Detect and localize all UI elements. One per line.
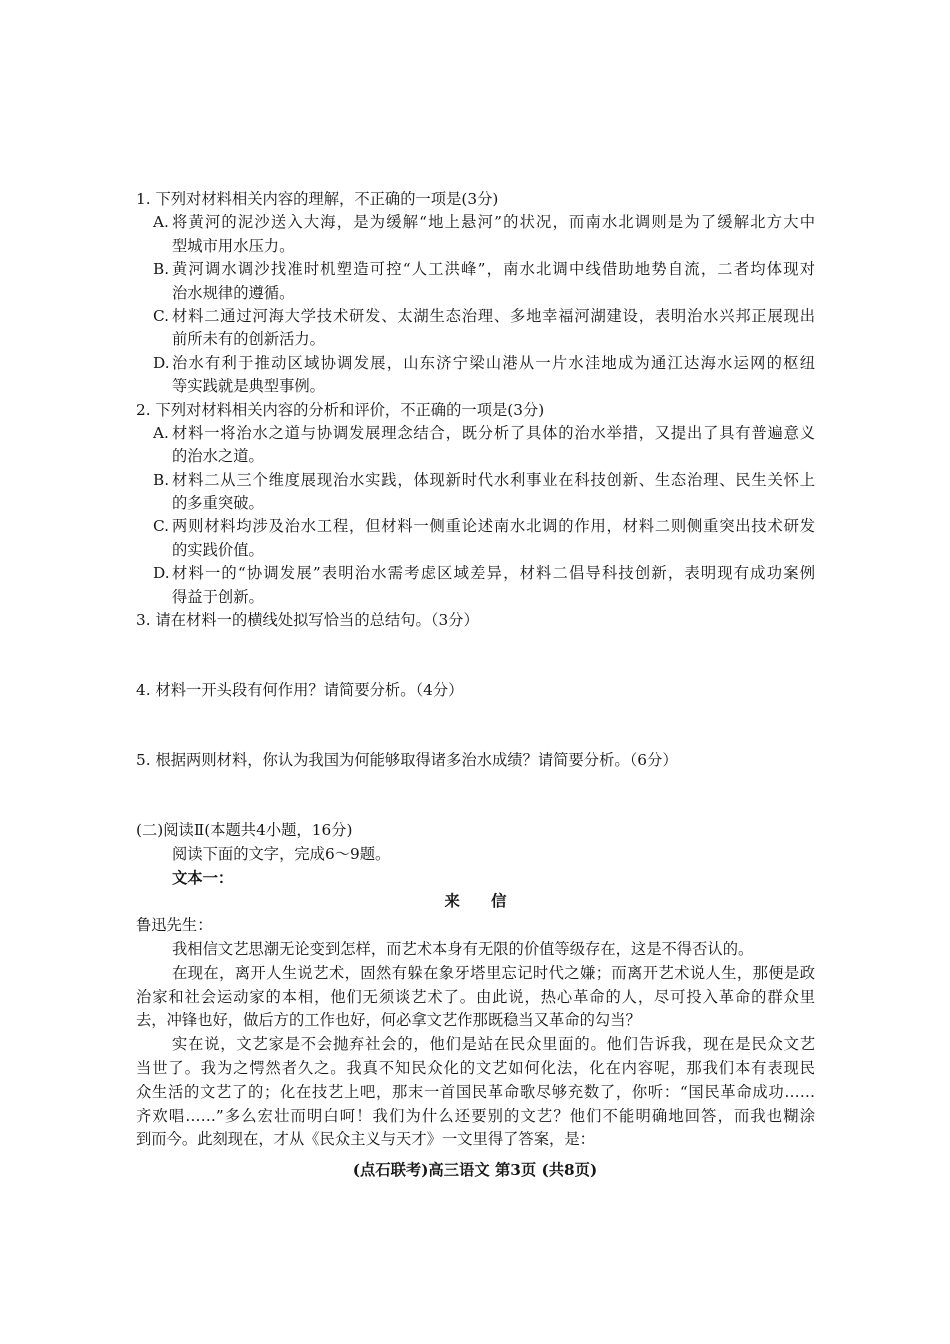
question-1-option-a — [136, 211, 815, 234]
paragraph-line: 到而今。此刻现在，才从《民众主义与天才》一文里得了答案，是： — [136, 1130, 595, 1149]
paragraph-line: 去，冲锋也好，做后方的工作也好，何必拿文艺作那既稳当又革命的勾当？ — [136, 1011, 641, 1030]
option-continuation: 型城市用水压力。 — [172, 236, 295, 255]
question-1-option-d — [136, 352, 815, 375]
paragraph-line: 当世了。我为之愕然者久之。我真不知民众化的文艺如何化法，化在内容呢，那我们本有表现民 — [136, 1058, 815, 1077]
option-label: A. — [153, 213, 169, 232]
section-instruction: 阅读下面的文字，完成6～9题。 — [172, 844, 391, 863]
question-3-stem: 3. 请在材料一的横线处拟写恰当的总结句。（3分） — [136, 611, 479, 630]
option-label: D. — [153, 564, 170, 583]
paragraph-line: 治家和社会运动家的本相，他们无须谈艺术了。由此说，热心革命的人，尽可投入革命的群众里 — [136, 987, 815, 1006]
option-text: 材料一的“协调发展”表明治水需考虑区域差异，材料二倡导科技创新，表明现有成功案例 — [172, 564, 815, 583]
question-4-stem: 4. 材料一开头段有何作用？请简要分析。（4分） — [136, 681, 464, 700]
option-continuation: 前所未有的创新活力。 — [172, 330, 325, 349]
option-text: 两则材料均涉及治水工程，但材料一侧重论述南水北调的作用，材料二则侧重突出技术研发 — [172, 517, 815, 536]
page-footer: (点石联考)高三语文 第3页 (共8页) — [352, 1161, 598, 1179]
salutation: 鲁迅先生： — [136, 916, 213, 935]
question-1-option-b — [136, 258, 815, 281]
option-continuation: 的多重突破。 — [172, 494, 264, 513]
paragraph-line: 众生活的文艺了的；化在技艺上吧，那末一首国民革命歌尽够充数了，你听：“国民革命成功…… — [136, 1082, 815, 1101]
option-text: 材料二从三个维度展现治水实践，体现新时代水利事业在科技创新、生态治理、民生关怀上 — [172, 470, 815, 489]
option-text: 材料一将治水之道与协调发展理念结合，既分析了具体的治水举措，又提出了具有普遍意义 — [172, 423, 815, 442]
option-continuation: 得益于创新。 — [172, 587, 264, 606]
paragraph-line: 我相信文艺思潮无论变到怎样，而艺术本身有无限的价值等级存在，这是不得否认的。 — [172, 939, 754, 958]
option-continuation: 的实践价值。 — [172, 540, 264, 559]
question-2-option-c — [136, 515, 815, 538]
option-label: B. — [153, 470, 170, 489]
question-2-option-a — [136, 422, 815, 445]
question-1-stem: 1. 下列对材料相关内容的理解，不正确的一项是(3分) — [136, 190, 499, 208]
paragraph-line: 在现在，离开人生说艺术，固然有躲在象牙塔里忘记时代之嫌；而离开艺术说人生，那便是政 — [172, 963, 815, 982]
question-1-option-c — [136, 305, 815, 328]
questions-block — [136, 188, 815, 773]
question-5-stem: 5. 根据两则材料，你认为我国为何能够取得诸多治水成绩？请简要分析。（6分） — [136, 751, 678, 770]
option-text: 黄河调水调沙找准时机塑造可控“人工洪峰”，南水北调中线借助地势自流，二者均体现对 — [172, 260, 815, 279]
article-title: 来 信 — [444, 892, 515, 911]
paragraph-line: 齐欢唱……”多么宏壮而明白呵！我们为什么还要别的文艺？他们不能明确地回答，而我也糊涂 — [136, 1106, 815, 1125]
option-label: C. — [153, 517, 170, 536]
option-label: A. — [153, 423, 169, 442]
section-heading: (二)阅读Ⅱ(本题共4小题，16分) — [136, 821, 353, 839]
option-continuation: 治水规律的遵循。 — [172, 283, 295, 302]
question-2-option-b — [136, 469, 815, 492]
text-label: 文本一： — [172, 868, 234, 887]
reading-section — [136, 819, 815, 1152]
option-continuation: 的治水之道。 — [172, 447, 264, 466]
question-2-option-d — [136, 562, 815, 585]
option-text: 治水有利于推动区域协调发展，山东济宁梁山港从一片水洼地成为通江达海水运网的枢纽 — [172, 353, 815, 372]
option-label: C. — [153, 306, 170, 325]
question-2-stem: 2. 下列对材料相关内容的分析和评价，不正确的一项是(3分) — [136, 400, 545, 419]
option-text: 将黄河的泥沙送入大海，是为缓解“地上悬河”的状况，而南水北调则是为了缓解北方大中 — [172, 213, 815, 232]
paragraph-line: 实在说，文艺家是不会抛弃社会的，他们是站在民众里面的。他们告诉我，现在是民众文艺 — [172, 1035, 815, 1054]
option-continuation: 等实践就是典型事例。 — [172, 377, 325, 396]
option-label: D. — [153, 353, 170, 372]
option-text: 材料二通过河海大学技术研发、太湖生态治理、多地幸福河湖建设，表明治水兴邦正展现出 — [172, 306, 815, 325]
option-label: B. — [153, 260, 170, 279]
